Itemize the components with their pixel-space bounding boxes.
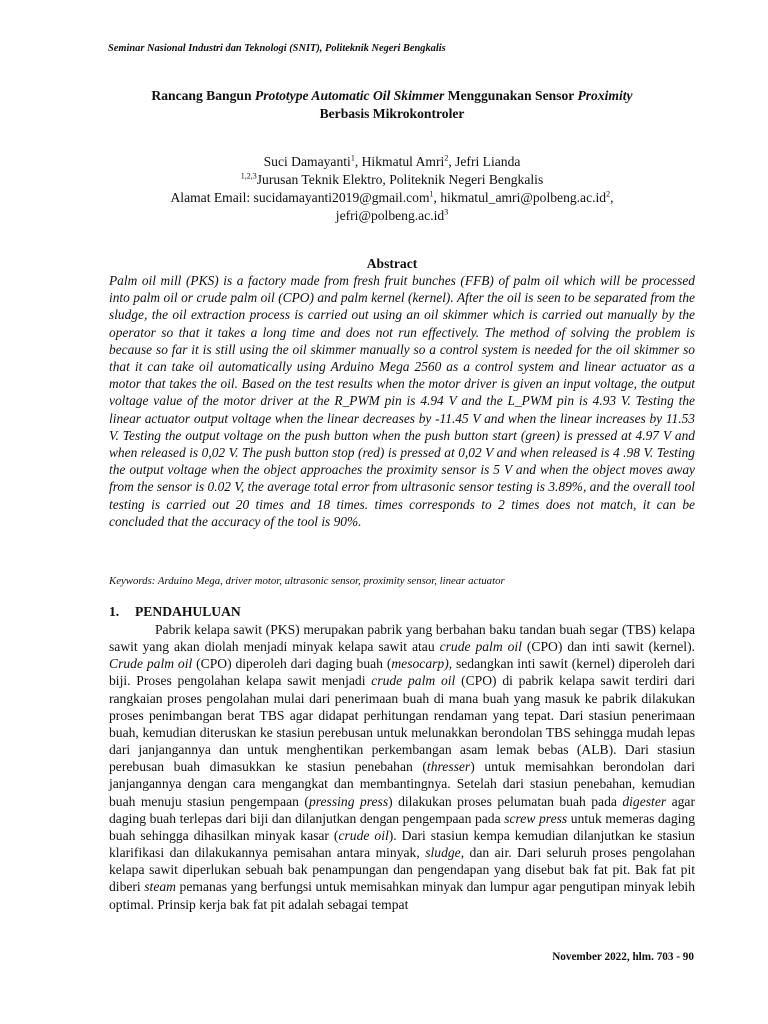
intro-text: Pabrik kelapa sawit (PKS) merupakan pabrik yang berbahan baku tandan buah segar (TBS) kelapa sawit yang akan diolah menjadi minyak kelapa sawit atau xyxy=(109,622,695,655)
intro-text: ) dilakukan proses pelumatan buah pada xyxy=(388,793,623,809)
intro-italic: crude palm oil xyxy=(371,673,456,689)
keywords: Keywords: Arduino Mega, driver motor, ultrasonic sensor, proximity sensor, linear actuator xyxy=(109,575,505,587)
affiliation xyxy=(96,171,688,189)
intro-text: (CPO) di pabrik kelapa sawit terdiri dari rangkaian proses pengolahan mulai dari penerimaan buah di mana buah yang masuk ke pabrik dilakukan proses penimbangan berat TBS agar didapat perhitungan rendaman yang tepat. Dari stasiun penerimaan buah, kemudian diteruskan ke stasiun perebusan untuk melunakkan berondolan TBS sehingga mudah lepas dari janjangannya dan untuk menghentikan perkembangan asam lemak bebas (ALB). Dari stasiun perebusan buah dimasukkan ke stasiun penebahan ( xyxy=(109,673,695,775)
author-name: Suci Damayanti xyxy=(263,154,351,169)
author-name: , Jefri Lianda xyxy=(448,154,521,169)
intro-italic: Crude palm oil xyxy=(109,656,193,672)
intro-text: , dan air. Dari seluruh proses pengolahan kelapa sawit diperlukan sebuah bak penampungan dan pengendapan yang disebut bak fat pit. Bak fat pit diberi xyxy=(109,845,695,895)
intro-italic: thresser xyxy=(426,759,471,775)
author-name: , Hikmatul Amri xyxy=(354,154,445,169)
author-block xyxy=(96,153,688,225)
affiliation-text: Jurusan Teknik Elektro, Politeknik Negeri Bengkalis xyxy=(256,172,544,187)
intro-paragraph xyxy=(109,621,695,913)
title-part: Rancang Bangun xyxy=(151,88,255,103)
intro-text: ). Dari stasiun kempa kemudian dilanjutkan ke stasiun klarifikasi dan dilakukannya pemisahan antara minyak, xyxy=(109,827,695,861)
intro-italic: steam xyxy=(144,879,176,895)
abstract-text: Palm oil mill (PKS) is a factory made from fresh fruit bunches (FFB) of palm oil which will be processed into palm oil or crude palm oil (CPO) and palm kernel (kernel). After the oil is seen to be separated from the sludge, the oil extraction process is carried out using an oil skimmer which is carried out manually by the operator so that it takes a long time and does not run effectively. The method of solving the problem is because so far it is still using the oil skimmer manually so a control system is needed for the oil skimmer so that it can take oil automatically using Arduino Mega 2560 as a control system and linear actuator as a motor that takes the oil. Based on the test results when the motor driver is given an input voltage, the output voltage value of the motor driver at the R_PWM pin is 4.94 V and the L_PWM pin is 4.93 V. Testing the linear actuator output voltage when the linear decreases by -11.45 V and when the linear increases by 11.53 V. Testing the output voltage on the push button when the push button start (green) is pressed at 4.97 V and when released is 0,02 V. The push button stop (red) is pressed at 0,02 V and when released is 4 .98 V. Testing the output voltage when the object approaches the proximity sensor is 5 V and when the object moves away from the sensor is 0.02 V, the average total error from ultrasonic sensor testing is 3.89%, and the overall tool testing is carried out 20 times and 18 times. times corresponds to 2 times does not match, it can be concluded that the accuracy of the tool is 90%. xyxy=(109,273,695,529)
email-address: sucidamayanti2019@gmail.com xyxy=(253,190,430,205)
intro-text: sedangkan inti sawit (kernel) diperoleh dari biji. Proses pengolahan kelapa sawit menjadi xyxy=(109,656,695,689)
email-separator: , xyxy=(610,190,614,205)
page-footer: November 2022, hlm. 703 - 90 xyxy=(552,951,694,963)
intro-text: (CPO) dan inti sawit (kernel). xyxy=(521,639,696,655)
intro-text: pemanas yang berfungsi untuk memisahkan minyak dan lumpur agar pengutipan minyak lebih optimal. Prinsip kerja bak fat pit adalah sebagai tempat xyxy=(109,879,695,912)
section-heading xyxy=(109,603,695,621)
email-sup: 1 xyxy=(429,189,434,199)
conference-header: Seminar Nasional Industri dan Teknologi (SNIT), Politeknik Negeri Bengkalis xyxy=(108,43,446,54)
title-part-italic: Proximity xyxy=(577,88,633,103)
intro-italic: sludge xyxy=(425,845,461,861)
section-number: 1. xyxy=(109,604,120,619)
email-address: jefri@polbeng.ac.id xyxy=(335,208,445,223)
intro-italic: crude oil xyxy=(338,827,389,843)
intro-text: ) untuk memisahkan berondolan dari janjangannya dengan cara mengangkat dan membantingnya. Setelah dari stasiun penebahan, kemudian buah menuju stasiun pengempaan ( xyxy=(109,759,696,809)
author-sup: 2 xyxy=(444,153,449,163)
email-label: Alamat Email: xyxy=(170,190,254,205)
email-sup: 3 xyxy=(444,207,449,217)
abstract-heading: Abstract xyxy=(366,256,418,271)
intro-italic: pressing press xyxy=(308,793,389,809)
author-sup: 1 xyxy=(350,153,355,163)
title-part-italic: Prototype Automatic Oil Skimmer xyxy=(254,88,445,103)
email-line xyxy=(96,189,688,207)
paper-title xyxy=(96,87,688,123)
section-title: PENDAHULUAN xyxy=(135,604,241,619)
intro-italic: digester xyxy=(622,793,667,809)
title-line-2: Berbasis Mikrokontroler xyxy=(319,106,465,121)
intro-text: untuk memeras daging buah sehingga dihasilkan minyak kasar ( xyxy=(109,810,695,843)
author-names xyxy=(96,153,688,171)
intro-italic: screw press xyxy=(504,810,568,826)
title-part: Menggunakan Sensor xyxy=(444,88,578,103)
email-line xyxy=(96,207,688,225)
intro-italic: mesocarp), xyxy=(391,656,453,672)
email-address: , hikmatul_amri@polbeng.ac.id xyxy=(433,190,607,205)
affiliation-sup: 1,2,3 xyxy=(240,171,257,181)
email-sup: 2 xyxy=(606,189,611,199)
intro-text: (CPO) diperoleh dari daging buah ( xyxy=(192,656,392,672)
intro-italic: crude palm oil xyxy=(439,639,522,655)
intro-text: agar daging buah terlepas dari biji dan dilanjutkan dengan pengempaan pada xyxy=(109,793,695,826)
